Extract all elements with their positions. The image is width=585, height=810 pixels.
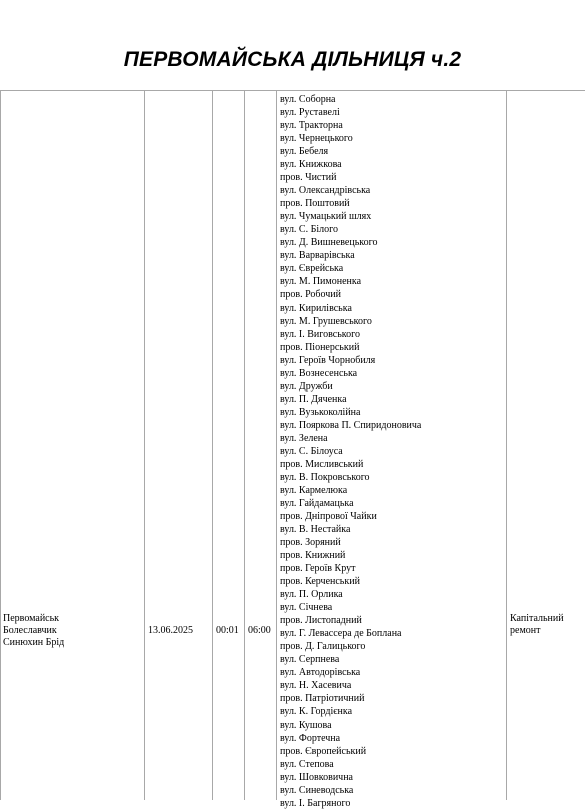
outage-start-time: 00:01 <box>216 625 239 636</box>
street-item: вул. І. Багряного <box>280 797 351 809</box>
column-divider-location <box>144 90 145 800</box>
column-divider-time-to <box>276 90 277 800</box>
street-item: вул. Олександрівська <box>280 185 371 197</box>
street-item: пров. Робочий <box>280 289 341 301</box>
street-item: вул. Кирилівська <box>280 302 352 314</box>
street-item: вул. Синеводська <box>280 784 354 796</box>
street-item: пров. Піонерський <box>280 341 360 353</box>
street-item: вул. Кармелюка <box>280 484 348 496</box>
street-item: вул. Варварівська <box>280 250 355 262</box>
street-item: вул. Чумацький шлях <box>280 211 372 223</box>
street-list <box>280 93 504 810</box>
street-item: вул. М. Грушевського <box>280 315 372 327</box>
page-title: ПЕРВОМАЙСЬКА ДІЛЬНИЦЯ ч.2 <box>123 48 462 71</box>
street-item: вул. Єврейська <box>280 263 344 275</box>
street-item: пров. Мисливський <box>280 458 364 470</box>
table-border-left <box>0 90 1 800</box>
street-item: вул. Вузькоколійна <box>280 406 361 418</box>
street-item: вул. Бебеля <box>280 146 329 158</box>
street-item: пров. Керченський <box>280 576 360 588</box>
reason-cell <box>510 613 584 637</box>
street-item: вул. І. Виговського <box>280 328 360 340</box>
street-item: вул. Вознесенська <box>280 367 358 379</box>
street-item: пров. Патріотичний <box>280 693 365 705</box>
table-top-border <box>0 90 585 91</box>
settlements-cell <box>3 613 141 649</box>
street-item: пров. Дніпрової Чайки <box>280 511 377 522</box>
street-item: вул. В. Нестайка <box>280 524 351 536</box>
street-item: вул. Січнева <box>280 602 333 614</box>
street-item: пров. Зоряний <box>280 537 341 549</box>
street-item: вул. Чернецького <box>280 133 353 145</box>
street-item: пров. Героїв Крут <box>280 563 356 575</box>
street-item: вул. Дружби <box>280 380 333 392</box>
street-item: пров. Книжний <box>280 550 346 562</box>
column-divider-streets <box>506 90 507 800</box>
settlement-name: Первомайськ <box>3 613 60 624</box>
street-item: вул. К. Гордієнка <box>280 706 353 718</box>
street-item: вул. П. Орлика <box>280 589 343 601</box>
street-item: пров. Листопадний <box>280 615 362 627</box>
street-item: вул. Д. Вишневецького <box>280 237 378 249</box>
street-item: вул. Степова <box>280 758 334 770</box>
street-item: вул. Кушова <box>280 719 332 731</box>
street-item: вул. Серпнева <box>280 654 340 666</box>
street-item: вул. Гайдамацька <box>280 497 354 509</box>
street-item: пров. Європейський <box>280 745 367 757</box>
column-divider-time-from <box>244 90 245 800</box>
street-item: вул. Шовковична <box>280 771 353 783</box>
street-item: пров. Поштовий <box>280 198 350 210</box>
street-item: вул. Тракторна <box>280 120 343 132</box>
street-item: вул. Фортечна <box>280 732 341 744</box>
street-item: пров. Чистий <box>280 172 337 184</box>
street-item: вул. С. Білоуса <box>280 445 343 457</box>
street-item: вул. Руставелі <box>280 107 340 119</box>
outage-date: 13.06.2025 <box>148 625 193 636</box>
street-item: вул. Книжкова <box>280 159 342 171</box>
street-item: вул. Н. Хасевича <box>280 680 352 692</box>
street-item: вул. П. Дяченка <box>280 393 347 405</box>
reason-line: ремонт <box>510 625 541 636</box>
street-item: вул. Г. Левассера де Боплана <box>280 628 402 640</box>
settlement-name: Болеславчик <box>3 625 57 636</box>
street-item: вул. М. Пимоненка <box>280 276 362 288</box>
street-item: вул. Героїв Чорнобиля <box>280 354 376 366</box>
street-item: вул. В. Покровського <box>280 471 370 483</box>
street-item: пров. Д. Галицького <box>280 641 366 653</box>
street-item: вул. Автодорівська <box>280 667 361 679</box>
schedule-table <box>0 90 585 809</box>
outage-end-time: 06:00 <box>248 625 271 636</box>
street-item: вул. Зелена <box>280 432 328 444</box>
column-divider-date <box>212 90 213 800</box>
street-item: вул. С. Білого <box>280 224 338 236</box>
reason-line: Капітальний <box>510 613 564 624</box>
street-item: вул. Соборна <box>280 94 336 105</box>
street-item: вул. Пояркова П. Спиридоновича <box>280 419 422 431</box>
settlement-name: Синюхин Брід <box>3 637 65 648</box>
